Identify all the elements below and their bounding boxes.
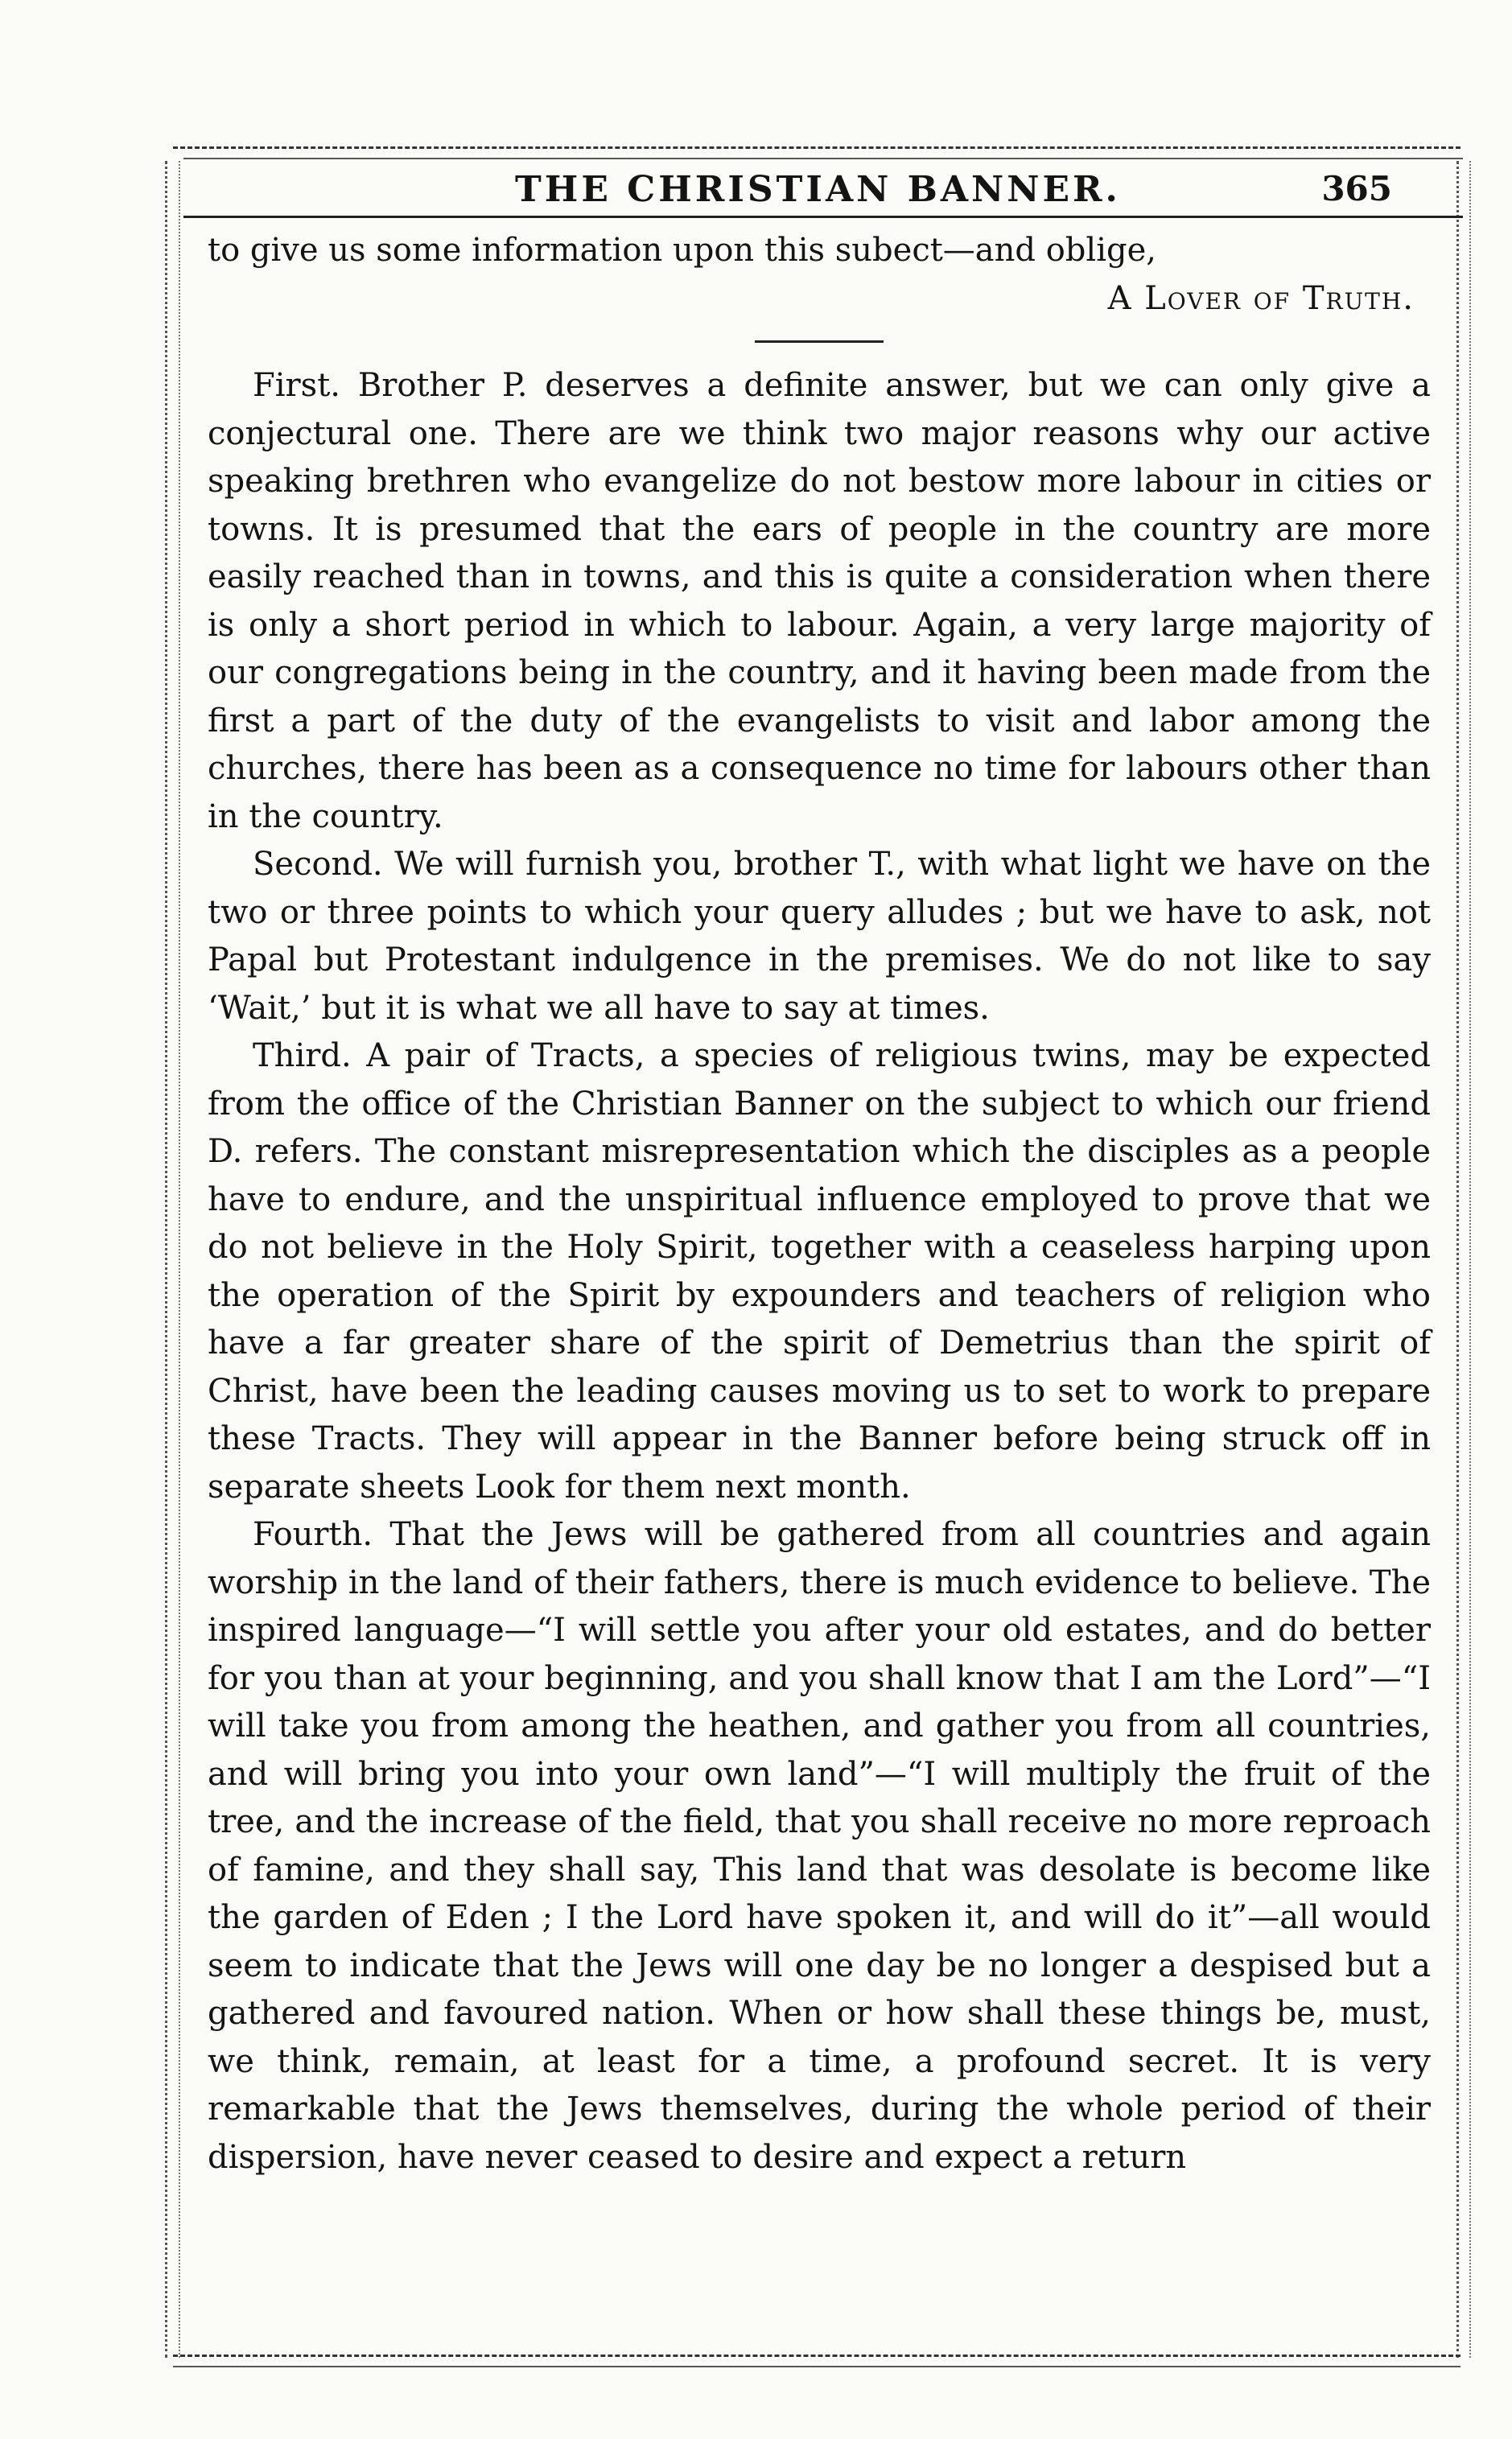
right-border-rule-inner xyxy=(1469,161,1471,2358)
bottom-border-rule xyxy=(173,2355,1461,2357)
left-border-rule xyxy=(165,161,167,2358)
page-number: 365 xyxy=(1321,169,1392,208)
right-border-rule xyxy=(1456,161,1459,2358)
left-border-rule-inner xyxy=(179,161,180,2358)
answer-paragraph-third: Third. A pair of Tracts, a species of religious twins, may be expected from the office of the Christian Banner on the subject to which our friend D. refers. The constant misrepresentation which the disciples as a people have to endure, and the unspiritual influence employed to prove that we do not believe in the Holy Spirit, together with a ceaseless harping upon the operation of the Spirit by expounders and teachers of religion who have a far greater share of the spirit of Demetrius than the spirit of Christ, have been the leading causes moving us to set to work to prepare these Tracts. They will appear in the Banner before being struck off in separate sheets Look for them next month. xyxy=(208,1037,1431,1506)
top-border-rule xyxy=(173,146,1461,149)
letter-closing-line: to give us some information upon this subect—and oblige, xyxy=(208,232,1156,269)
top-border-rule-inner xyxy=(183,158,1463,159)
header-rule xyxy=(183,216,1463,218)
answer-paragraph-second: Second. We will furnish you, brother T., with what light we have on the two or three points to which your query alludes ; but we have to ask, not Papal but Protestant indulgence in the premises. We do not like to say ‘Wait,’ but it is what we all have to say at times. xyxy=(208,846,1431,1027)
bottom-border-rule-inner xyxy=(173,2366,1461,2367)
running-header xyxy=(193,166,1440,214)
article-body xyxy=(208,227,1431,2182)
publication-title: THE CHRISTIAN BANNER. xyxy=(515,169,1121,210)
answer-paragraph-first: First. Brother P. deserves a definite answer, but we can only give a conjectural one. There are we think two major reasons why our active speaking brethren who evangelize do not bestow more labour in cities or towns. It is presumed that the ears of people in the country are more easily reached than in towns, and this is quite a consideration when there is only a short period in which to labour. Again, a very large majority of our congregations being in the country, and it having been made from the first a part of the duty of the evangelists to visit and labor among the churches, there has been as a consequence no time for labours other than in the country. xyxy=(208,367,1431,835)
section-divider xyxy=(755,340,884,343)
letter-signature: A Lover of Truth. xyxy=(1107,279,1415,317)
answer-paragraph-fourth: Fourth. That the Jews will be gathered from all countries and again worship in the land of their fathers, there is much evidence to believe. The inspired language—“I will settle you after your old estates, and do better for you than at your beginning, and you shall know that I am the Lord”—“I will take you from among the heathen, and gather you from all countries, and will bring you into your own land”—“I will multiply the fruit of the tree, and the increase of the field, that you shall receive no more reproach of famine, and they shall say, This land that was desolate is become like the garden of Eden ; I the Lord have spoken it, and will do it”—all would seem to indicate that the Jews will one day be no longer a despised but a gathered and favoured nation. When or how shall these things be, must, we think, remain, at least for a time, a profound secret. It is very remarkable that the Jews themselves, during the whole period of their dispersion, have never ceased to desire and expect a return xyxy=(208,1516,1431,2176)
